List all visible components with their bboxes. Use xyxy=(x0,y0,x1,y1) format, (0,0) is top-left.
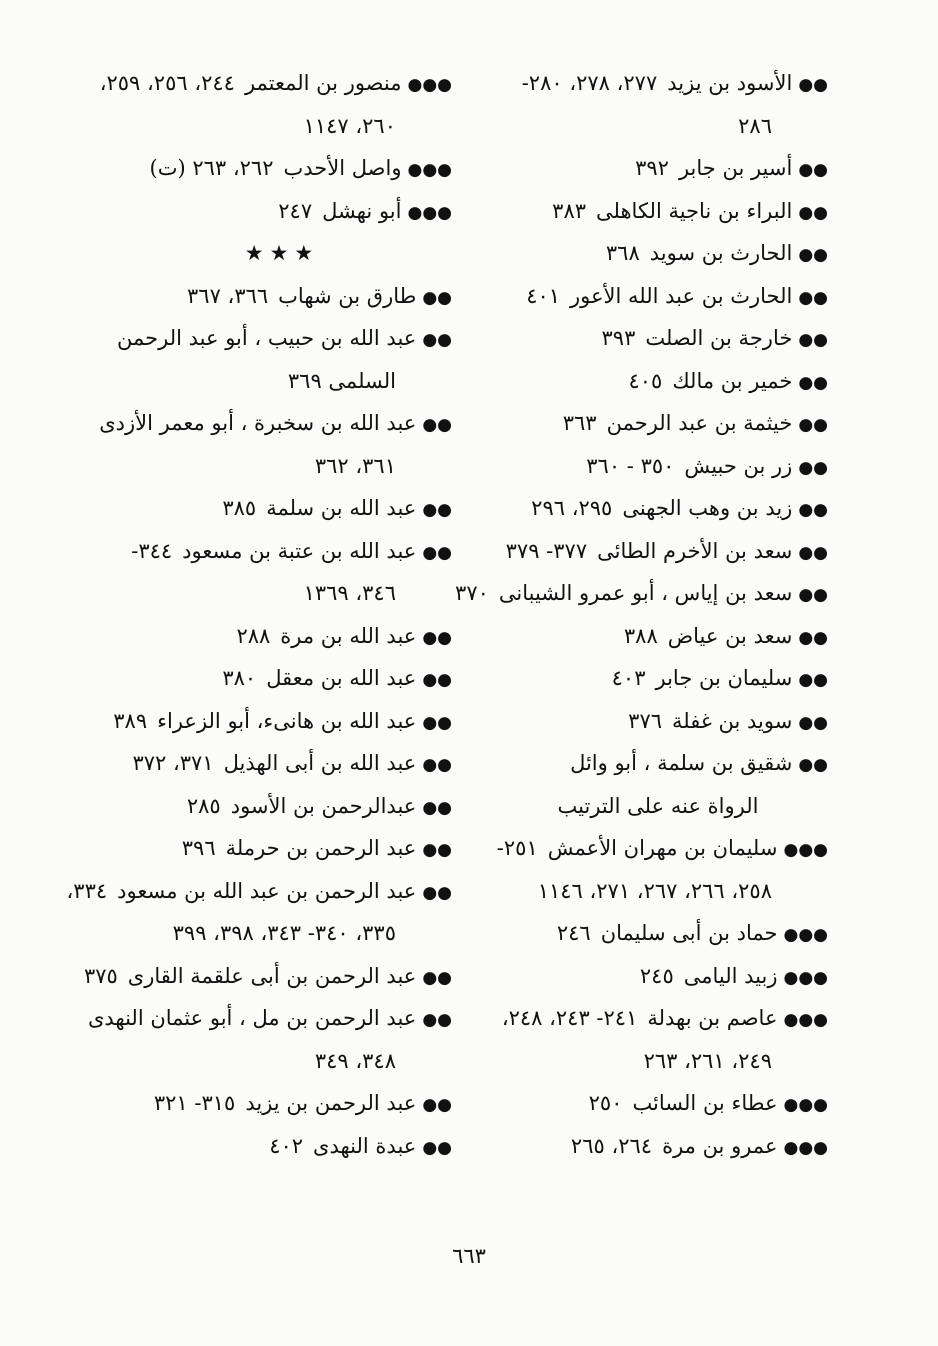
bullet-icon: ●●● xyxy=(783,840,828,860)
bullet-icon: ●●● xyxy=(783,925,828,945)
entry-continuation: ٢٤٩، ٢٦١، ٢٦٣ xyxy=(643,1048,772,1073)
entry-name: عطاء بن السائب xyxy=(632,1091,778,1115)
entry-name: أبو نهشل xyxy=(322,198,402,223)
index-entry xyxy=(488,317,828,360)
entry-name: سليمان بن جابر xyxy=(655,666,793,690)
entry-name: عبدالرحمن بن الأسود xyxy=(230,793,417,818)
bullet-icon: ●● xyxy=(422,500,452,520)
entry-name: سعد بن عياض xyxy=(667,623,793,648)
entry-page-refs: ٣٧٦ xyxy=(628,708,663,733)
bullet-icon: ●● xyxy=(798,542,828,563)
entry-name: زيد بن وهب الجهنى xyxy=(622,496,793,520)
entry-name: عبدة النهدى xyxy=(313,1133,417,1158)
bullet-icon: ●●● xyxy=(407,160,452,180)
entry-page-refs: ٤٠١ xyxy=(526,283,561,308)
entry-page-refs: ٢٥١- xyxy=(496,836,538,860)
entry-page-refs: ٣٩٣ xyxy=(601,326,636,350)
bullet-icon: ●● xyxy=(422,712,452,733)
entry-page-refs: ٣٨٥ xyxy=(222,496,257,520)
index-entry xyxy=(112,700,452,743)
entry-page-refs: ٣٣٤، xyxy=(66,878,108,903)
entry-name: عبد الرحمن بن يزيد xyxy=(245,1091,417,1115)
bullet-icon: ●● xyxy=(798,415,828,435)
entry-continuation: ٣٦١، ٣٦٢ xyxy=(314,453,396,478)
index-entry xyxy=(112,1082,452,1125)
entry-name: حماد بن أبى سليمان xyxy=(600,921,778,945)
bullet-icon: ●● xyxy=(422,627,452,648)
entry-page-refs: ٣٨٠ xyxy=(222,666,257,690)
bullet-icon: ●● xyxy=(798,330,828,350)
entry-page-refs: ٣١٥- ٣٢١ xyxy=(153,1091,236,1115)
bullet-icon: ●● xyxy=(422,1010,452,1030)
index-entry xyxy=(66,870,452,913)
entry-continuation: ٢٥٨، ٢٦٦، ٢٦٧، ٢٧١، ١١٤٦ xyxy=(537,878,772,903)
index-entry xyxy=(488,232,828,275)
index-entry xyxy=(112,147,452,190)
index-column-right xyxy=(455,62,828,1167)
entry-name: عبد الرحمن بن مل ، أبو عثمان النهدى xyxy=(87,1006,417,1030)
entry-page-refs: ٣٧٧- ٣٧٩ xyxy=(505,538,588,563)
index-entry xyxy=(112,317,452,360)
entry-continuation: السلمى ٣٦٩ xyxy=(287,368,396,393)
index-entry xyxy=(488,445,828,488)
index-entry xyxy=(488,955,828,998)
index-entry xyxy=(488,147,828,190)
entry-name: شقيق بن سلمة ، أبو وائل xyxy=(570,751,793,775)
bullet-icon: ●● xyxy=(798,500,828,520)
entry-page-refs: ٢٨٥ xyxy=(186,793,221,818)
entry-name: منصور بن المعتمر xyxy=(244,71,402,95)
entry-continuation: ٣٣٥، ٣٤٠- ٣٤٣، ٣٩٨، ٣٩٩ xyxy=(172,921,396,945)
entry-name: خيثمة بن عبد الرحمن xyxy=(606,411,793,435)
entry-name: عبد الله بن معقل xyxy=(266,666,417,690)
bullet-icon: ●●● xyxy=(783,1137,828,1158)
section-heading: الرواة عنه على الترتيب xyxy=(557,793,759,818)
index-entry xyxy=(99,402,452,445)
bullet-icon: ●● xyxy=(422,882,452,903)
bullet-icon: ●● xyxy=(798,755,828,775)
bullet-icon: ●● xyxy=(798,627,828,648)
entry-page-refs: ٣٨٨ xyxy=(623,623,658,648)
entry-name: سعد بن إياس ، أبو عمرو الشيبانى xyxy=(498,581,793,605)
entry-page-refs: ٣٧٥ xyxy=(83,963,118,988)
entry-page-refs: ٣٤٤- xyxy=(131,538,173,563)
entry-name: عبد الله بن سخبرة ، أبو معمر الأزدى xyxy=(99,411,417,435)
bullet-icon: ●● xyxy=(422,797,452,818)
bullet-icon: ●●● xyxy=(783,967,828,988)
entry-page-refs: ٣٦٣ xyxy=(562,411,597,435)
bullet-icon: ●● xyxy=(422,1137,452,1158)
index-entry xyxy=(112,657,452,700)
entry-page-refs: ٢٤٧ xyxy=(278,198,313,223)
entry-page-refs: ٢٤٦ xyxy=(556,921,591,945)
bullet-icon: ●● xyxy=(798,372,828,393)
entry-page-refs: ٣٩٢ xyxy=(635,156,669,180)
entry-page-refs: ٣٨٩ xyxy=(113,708,148,733)
entry-name: طارق بن شهاب xyxy=(278,283,417,308)
index-entry xyxy=(488,1082,828,1125)
index-entry xyxy=(488,275,828,318)
bullet-icon: ●● xyxy=(798,75,828,95)
bullet-icon: ●●● xyxy=(407,75,452,95)
entry-name: عاصم بن بهدلة xyxy=(647,1006,778,1030)
index-entry xyxy=(112,827,452,870)
entry-page-refs: ٢٤١- ٢٤٣، ٢٤٨، xyxy=(501,1006,638,1030)
entry-page-refs: ٢٦٢، ٢٦٣ (ت) xyxy=(149,156,274,180)
bullet-icon: ●● xyxy=(422,415,452,435)
index-entry xyxy=(112,785,452,828)
entry-page-refs: ٢٥٠ xyxy=(588,1091,623,1115)
entry-name: أسير بن جابر xyxy=(678,156,793,180)
entry-page-refs: ٢٩٥، ٢٩٦ xyxy=(531,496,613,520)
entry-name: عبد الله بن حبيب ، أبو عبد الرحمن xyxy=(117,326,417,350)
entry-page-refs: ٢٨٨ xyxy=(236,623,271,648)
index-entry xyxy=(455,572,828,615)
index-entry xyxy=(488,402,828,445)
entry-name: خمير بن مالك xyxy=(672,368,793,393)
entry-page-refs: ٢٤٥ xyxy=(639,963,674,988)
index-entry xyxy=(488,190,828,233)
entry-name: عمرو بن مرة xyxy=(662,1133,778,1158)
bullet-icon: ●●● xyxy=(783,1010,828,1030)
index-entry xyxy=(488,62,828,105)
bullet-icon: ●● xyxy=(798,712,828,733)
bullet-icon: ●●● xyxy=(783,1095,828,1115)
entry-page-refs: ٤٠٢ xyxy=(269,1133,304,1158)
index-entry xyxy=(112,487,452,530)
entry-name: سليمان بن مهران الأعمش xyxy=(547,836,778,860)
entry-name: عبد الله بن أبى الهذيل xyxy=(223,751,417,775)
index-entry xyxy=(488,657,828,700)
entry-name: سعد بن الأخرم الطائى xyxy=(597,538,793,563)
entry-page-refs: ٣٥٠ - ٣٦٠ xyxy=(586,453,675,478)
bullet-icon: ●● xyxy=(798,245,828,265)
index-entry xyxy=(112,275,452,318)
entry-name: الحارث بن سويد xyxy=(649,241,793,265)
index-entry xyxy=(112,530,452,573)
entry-page-refs: ٢٦٤، ٢٦٥ xyxy=(570,1133,653,1158)
bullet-icon: ●● xyxy=(422,542,452,563)
bullet-icon: ●● xyxy=(798,457,828,478)
bullet-icon: ●● xyxy=(798,160,828,180)
bullet-icon: ●●● xyxy=(407,202,452,223)
index-column-left xyxy=(66,62,452,1167)
index-entry xyxy=(488,997,828,1040)
index-entry xyxy=(112,190,452,233)
index-entry xyxy=(488,827,828,870)
entry-name: الأسود بن يزيد xyxy=(667,71,793,95)
entry-page-refs: ٢٤٤، ٢٥٦، ٢٥٩، xyxy=(99,71,235,95)
index-entry xyxy=(488,912,828,955)
entry-page-refs: ٣٦٨ xyxy=(605,241,640,265)
index-entry xyxy=(99,62,452,105)
bullet-icon: ●● xyxy=(422,330,452,350)
entry-name: خارجة بن الصلت xyxy=(645,326,793,350)
entry-page-refs: ٣٩٦ xyxy=(181,836,216,860)
bullet-icon: ●● xyxy=(798,202,828,223)
entry-page-refs: ٣٦٦، ٣٦٧ xyxy=(187,283,269,308)
entry-name: زر بن حبيش xyxy=(684,453,793,478)
bullet-icon: ●● xyxy=(798,287,828,308)
bullet-icon: ●● xyxy=(422,755,452,775)
bullet-icon: ●● xyxy=(798,585,828,605)
index-entry xyxy=(83,955,452,998)
entry-name: عبد الله بن هانىء، أبو الزعراء xyxy=(157,708,417,733)
entry-name: عبد الله بن مرة xyxy=(280,623,417,648)
bullet-icon: ●● xyxy=(422,287,452,308)
entry-name: سويد بن غفلة xyxy=(672,708,793,733)
bullet-icon: ●● xyxy=(422,670,452,690)
index-entry xyxy=(488,487,828,530)
page-number: ٦٦٣ xyxy=(452,1244,486,1268)
index-entry xyxy=(488,615,828,658)
entry-name: واصل الأحدب xyxy=(283,156,402,180)
index-entry xyxy=(488,530,828,573)
index-entry xyxy=(112,1125,452,1168)
entry-page-refs: ٣٧١، ٣٧٢ xyxy=(132,751,214,775)
index-entry xyxy=(488,360,828,403)
index-entry xyxy=(488,700,828,743)
index-entry xyxy=(112,742,452,785)
entry-page-refs: ٣٨٣ xyxy=(552,198,587,223)
bullet-icon: ●● xyxy=(422,840,452,860)
entry-name: عبد الرحمن بن حرملة xyxy=(225,836,417,860)
index-entry xyxy=(488,1125,828,1168)
index-entry xyxy=(112,615,452,658)
entry-continuation: ٢٦٠، ١١٤٧ xyxy=(303,113,396,138)
entry-continuation: ٣٤٨، ٣٤٩ xyxy=(314,1048,396,1073)
entry-name: الحارث بن عبد الله الأعور xyxy=(570,283,793,308)
index-entry xyxy=(488,742,828,785)
entry-page-refs: ٤٠٥ xyxy=(628,368,663,393)
entry-name: عبد الله بن سلمة xyxy=(266,496,417,520)
entry-continuation: ٢٨٦ xyxy=(738,113,772,138)
index-entry xyxy=(87,997,452,1040)
entry-name: عبد الرحمن بن أبى علقمة القارى xyxy=(127,963,417,988)
bullet-icon: ●● xyxy=(798,670,828,690)
entry-continuation: ٣٤٦، ١٣٦٩ xyxy=(303,581,396,605)
entry-name: زبيد اليامى xyxy=(683,963,778,988)
entry-name: البراء بن ناجية الكاهلى xyxy=(596,198,793,223)
bullet-icon: ●● xyxy=(422,967,452,988)
entry-page-refs: ٤٠٣ xyxy=(611,666,646,690)
entry-name: عبد الله بن عتبة بن مسعود xyxy=(182,538,417,563)
entry-name: عبد الرحمن بن عبد الله بن مسعود xyxy=(117,878,417,903)
entry-page-refs: ٢٧٧، ٢٧٨، ٢٨٠- xyxy=(521,71,658,95)
entry-page-refs: ٣٧٠ xyxy=(455,581,489,605)
section-separator-stars: ★★★ xyxy=(244,241,320,265)
bullet-icon: ●● xyxy=(422,1095,452,1115)
